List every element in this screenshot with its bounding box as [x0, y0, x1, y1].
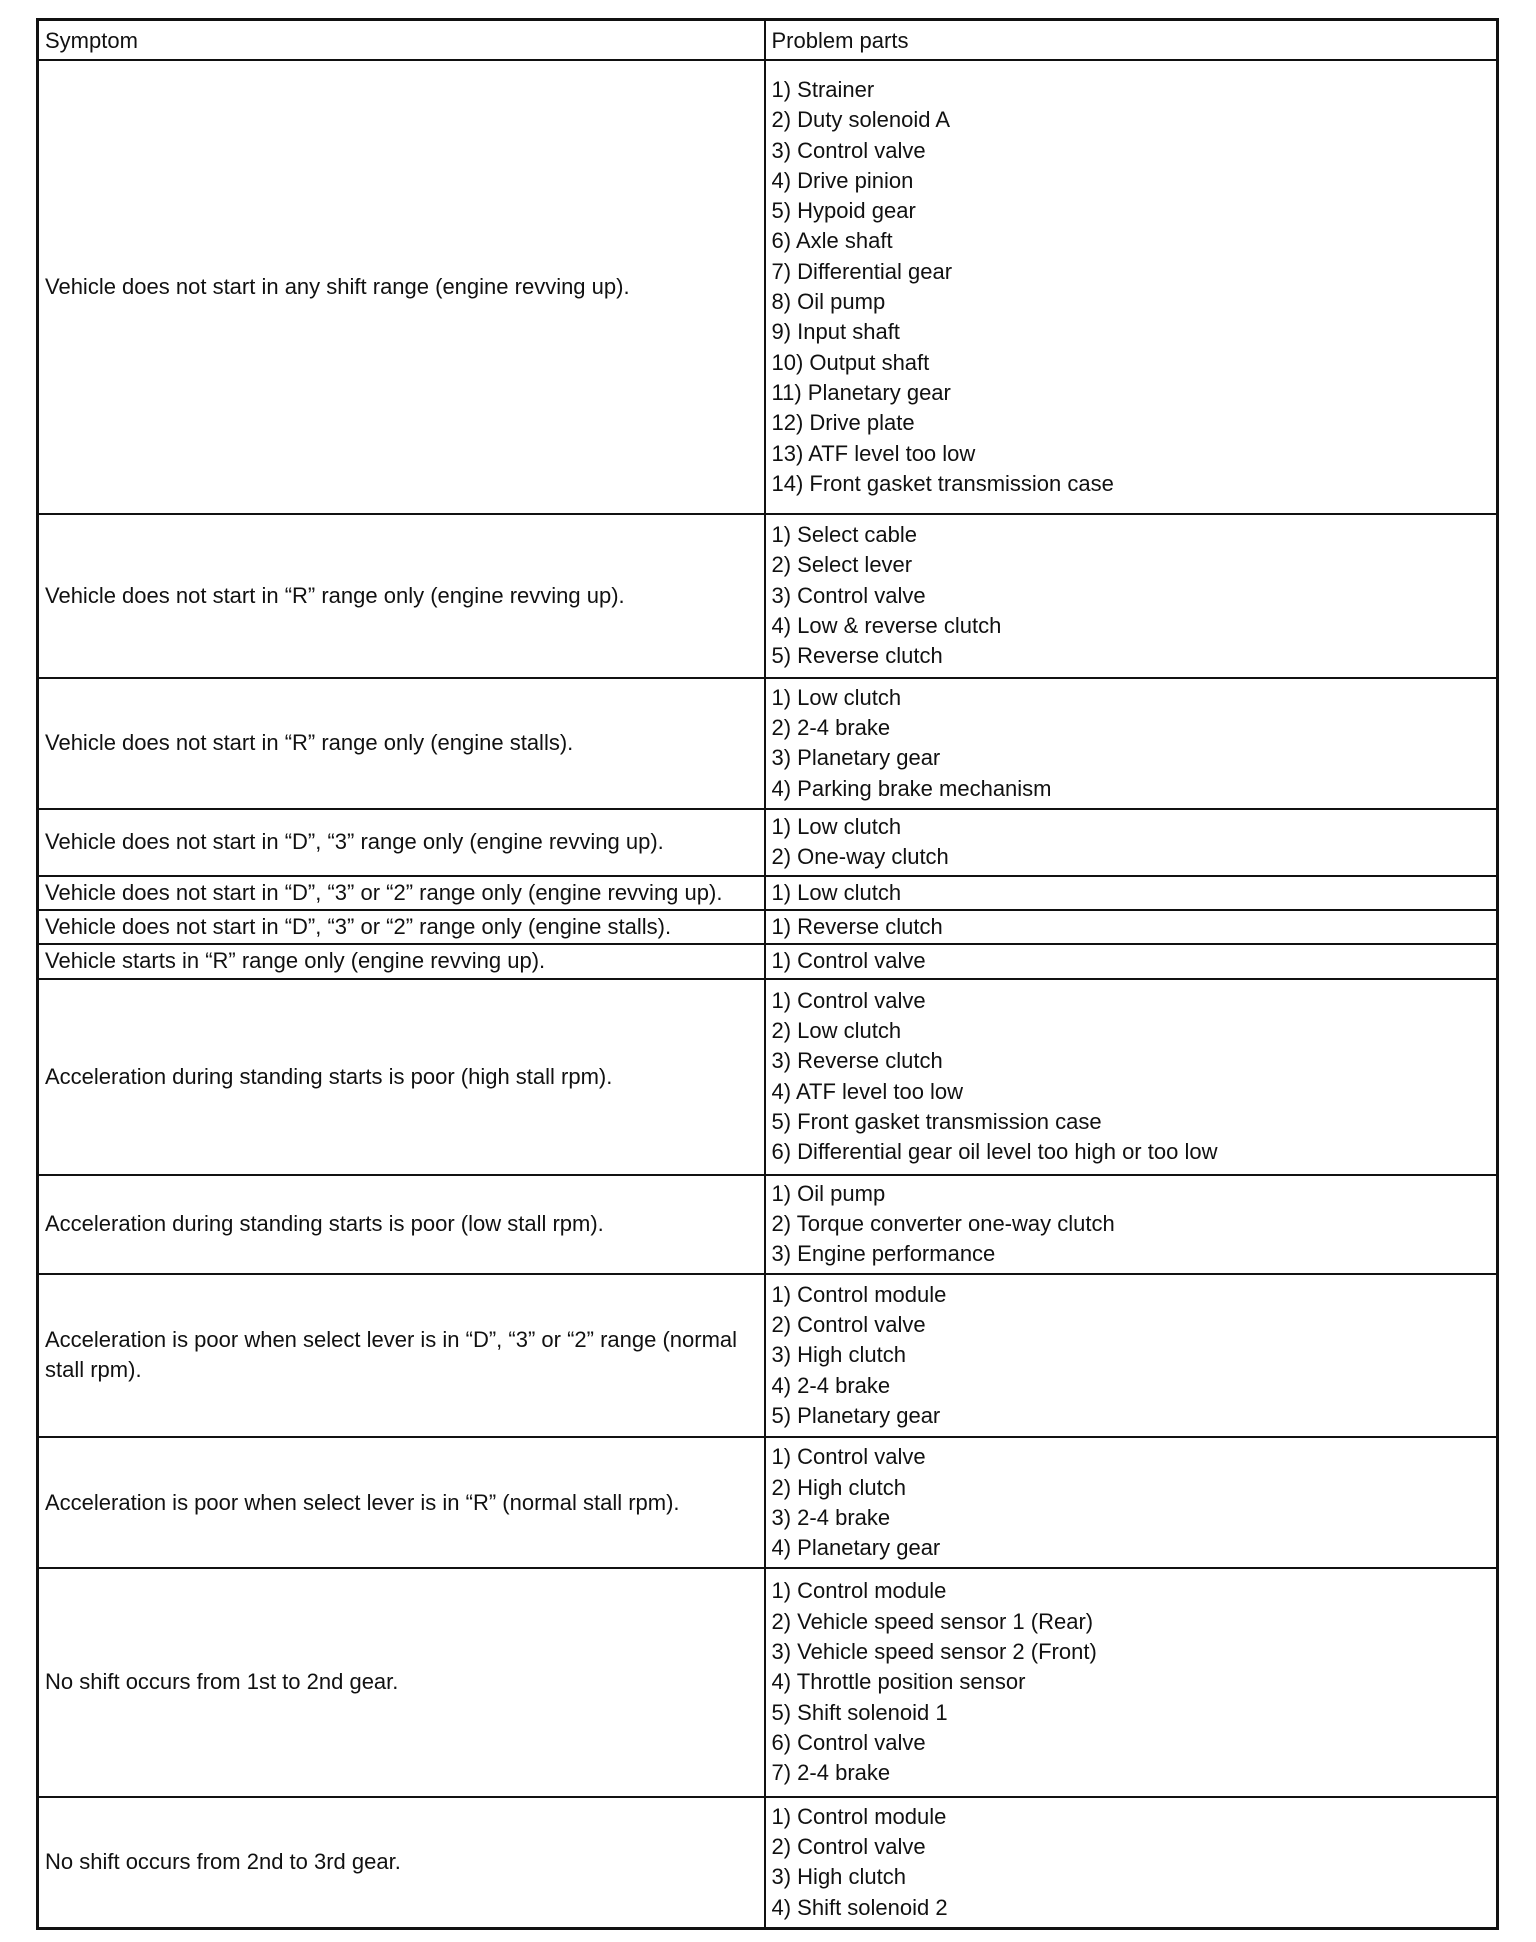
table-row — [38, 1175, 1498, 1274]
problem-parts-cell — [765, 1797, 1498, 1929]
problem-part-item: 2) Control valve — [771, 1834, 926, 1859]
problem-part-item: 2) Torque converter one-way clutch — [771, 1211, 1115, 1237]
problem-parts-cell — [765, 944, 1498, 978]
problem-parts-cell — [765, 910, 1498, 944]
problem-part-item: 4) Shift solenoid 2 — [771, 1894, 948, 1920]
problem-part-item: 6) Axle shaft — [771, 228, 893, 254]
problem-part-item: 1) Strainer — [771, 76, 875, 102]
problem-part-item: 3) Planetary gear — [771, 745, 941, 771]
problem-part-item: 2) One-way clutch — [771, 844, 949, 870]
problem-part-item: 2) Select lever — [771, 552, 913, 578]
problem-part-item: 1) Control valve — [771, 987, 926, 1013]
problem-part-item: 3) High clutch — [771, 1342, 907, 1368]
symptom-cell: No shift occurs from 1st to 2nd gear. — [38, 1568, 765, 1796]
table-row — [38, 514, 1498, 678]
problem-part-item: 6) Differential gear oil level too high or too low — [771, 1139, 1218, 1165]
symptom-cell: Vehicle starts in “R” range only (engine revving up). — [38, 944, 765, 978]
problem-part-item: 3) Engine performance — [771, 1241, 996, 1267]
problem-part-item: 3) Control valve — [771, 137, 926, 163]
problem-part-item: 1) Low clutch — [771, 684, 902, 710]
problem-part-item: 3) Control valve — [771, 582, 926, 608]
problem-part-item: 4) 2-4 brake — [771, 1372, 891, 1398]
problem-parts-cell — [765, 809, 1498, 876]
problem-parts-cell — [765, 876, 1498, 910]
table-row — [38, 910, 1498, 944]
symptom-cell: Vehicle does not start in “D”, “3” or “2” range only (engine stalls). — [38, 910, 765, 944]
table-row — [38, 1797, 1498, 1929]
table-row — [38, 1437, 1498, 1568]
symptom-table — [36, 18, 1499, 1930]
table-body — [38, 60, 1498, 1929]
problem-part-item: 7) 2-4 brake — [771, 1760, 891, 1786]
problem-part-item: 2) Vehicle speed sensor 1 (Rear) — [771, 1608, 1094, 1634]
problem-part-item: 1) Reverse clutch — [771, 914, 943, 940]
problem-part-item: 1) Control module — [771, 1578, 947, 1604]
problem-parts-cell — [765, 979, 1498, 1175]
symptom-cell: Acceleration is poor when select lever is in “D”, “3” or “2” range (normal stall rpm). — [38, 1274, 765, 1438]
problem-part-item: 1) Control valve — [771, 1444, 926, 1470]
problem-part-item: 11) Planetary gear — [771, 379, 951, 405]
problem-part-item: 2) Duty solenoid A — [771, 107, 951, 133]
problem-part-item: 5) Reverse clutch — [771, 643, 943, 669]
problem-parts-cell — [765, 1274, 1498, 1438]
table-row — [38, 876, 1498, 910]
symptom-cell: Vehicle does not start in “D”, “3” or “2” range only (engine revving up). — [38, 876, 765, 910]
problem-part-item: 4) Drive pinion — [771, 167, 914, 193]
problem-part-item: 5) Shift solenoid 1 — [771, 1699, 948, 1725]
symptom-cell: Vehicle does not start in any shift range (engine revving up). — [38, 60, 765, 514]
header-symptom: Symptom — [38, 20, 765, 61]
problem-part-item: 2) Low clutch — [771, 1018, 902, 1044]
problem-part-item: 12) Drive plate — [771, 410, 915, 436]
problem-part-item: 3) Reverse clutch — [771, 1048, 943, 1074]
symptom-cell: Acceleration during standing starts is poor (low stall rpm). — [38, 1175, 765, 1274]
problem-part-item: 4) ATF level too low — [771, 1078, 964, 1104]
problem-parts-cell — [765, 678, 1498, 809]
symptom-cell: Acceleration during standing starts is poor (high stall rpm). — [38, 979, 765, 1175]
problem-part-item: 4) Low & reverse clutch — [771, 613, 1002, 639]
problem-parts-cell — [765, 60, 1498, 514]
header-problem-parts: Problem parts — [765, 20, 1498, 61]
problem-part-item: 3) 2-4 brake — [771, 1504, 891, 1530]
problem-part-item: 3) High clutch — [771, 1864, 907, 1890]
problem-parts-cell — [765, 514, 1498, 678]
problem-part-item: 4) Parking brake mechanism — [771, 775, 1052, 801]
header-row — [38, 20, 1498, 61]
table-row — [38, 809, 1498, 876]
problem-part-item: 1) Control valve — [771, 948, 926, 974]
problem-part-item: 2) 2-4 brake — [771, 715, 891, 740]
problem-part-item: 5) Planetary gear — [771, 1402, 941, 1428]
problem-part-item: 10) Output shaft — [771, 349, 930, 375]
table-row — [38, 1274, 1498, 1438]
problem-part-item: 8) Oil pump — [771, 289, 886, 315]
problem-part-item: 9) Input shaft — [771, 319, 900, 345]
problem-part-item: 3) Vehicle speed sensor 2 (Front) — [771, 1639, 1097, 1665]
problem-part-item: 1) Low clutch — [771, 879, 902, 905]
table-row — [38, 678, 1498, 809]
symptom-cell: Acceleration is poor when select lever is in “R” (normal stall rpm). — [38, 1437, 765, 1568]
table-row — [38, 60, 1498, 514]
problem-part-item: 1) Select cable — [771, 522, 918, 548]
table-row — [38, 1568, 1498, 1796]
problem-part-item: 7) Differential gear — [771, 258, 953, 284]
problem-part-item: 6) Control valve — [771, 1729, 926, 1755]
problem-part-item: 13) ATF level too low — [771, 440, 976, 466]
problem-part-item: 2) Control valve — [771, 1311, 926, 1337]
problem-part-item: 1) Low clutch — [771, 813, 902, 839]
problem-part-item: 1) Oil pump — [771, 1180, 886, 1206]
symptom-cell: No shift occurs from 2nd to 3rd gear. — [38, 1797, 765, 1929]
problem-parts-cell — [765, 1437, 1498, 1568]
table-row — [38, 944, 1498, 978]
symptom-cell: Vehicle does not start in “D”, “3” range only (engine revving up). — [38, 809, 765, 876]
problem-part-item: 14) Front gasket transmission case — [771, 470, 1114, 496]
problem-parts-cell — [765, 1568, 1498, 1796]
problem-part-item: 4) Throttle position sensor — [771, 1669, 1026, 1695]
symptom-cell: Vehicle does not start in “R” range only (engine stalls). — [38, 678, 765, 809]
problem-part-item: 1) Control module — [771, 1281, 947, 1307]
problem-part-item: 2) High clutch — [771, 1474, 907, 1500]
problem-part-item: 1) Control module — [771, 1803, 947, 1829]
problem-part-item: 5) Hypoid gear — [771, 198, 916, 224]
symptom-cell: Vehicle does not start in “R” range only (engine revving up). — [38, 514, 765, 678]
problem-parts-cell — [765, 1175, 1498, 1274]
problem-part-item: 5) Front gasket transmission case — [771, 1109, 1102, 1135]
problem-part-item: 4) Planetary gear — [771, 1535, 941, 1561]
table-row — [38, 979, 1498, 1175]
